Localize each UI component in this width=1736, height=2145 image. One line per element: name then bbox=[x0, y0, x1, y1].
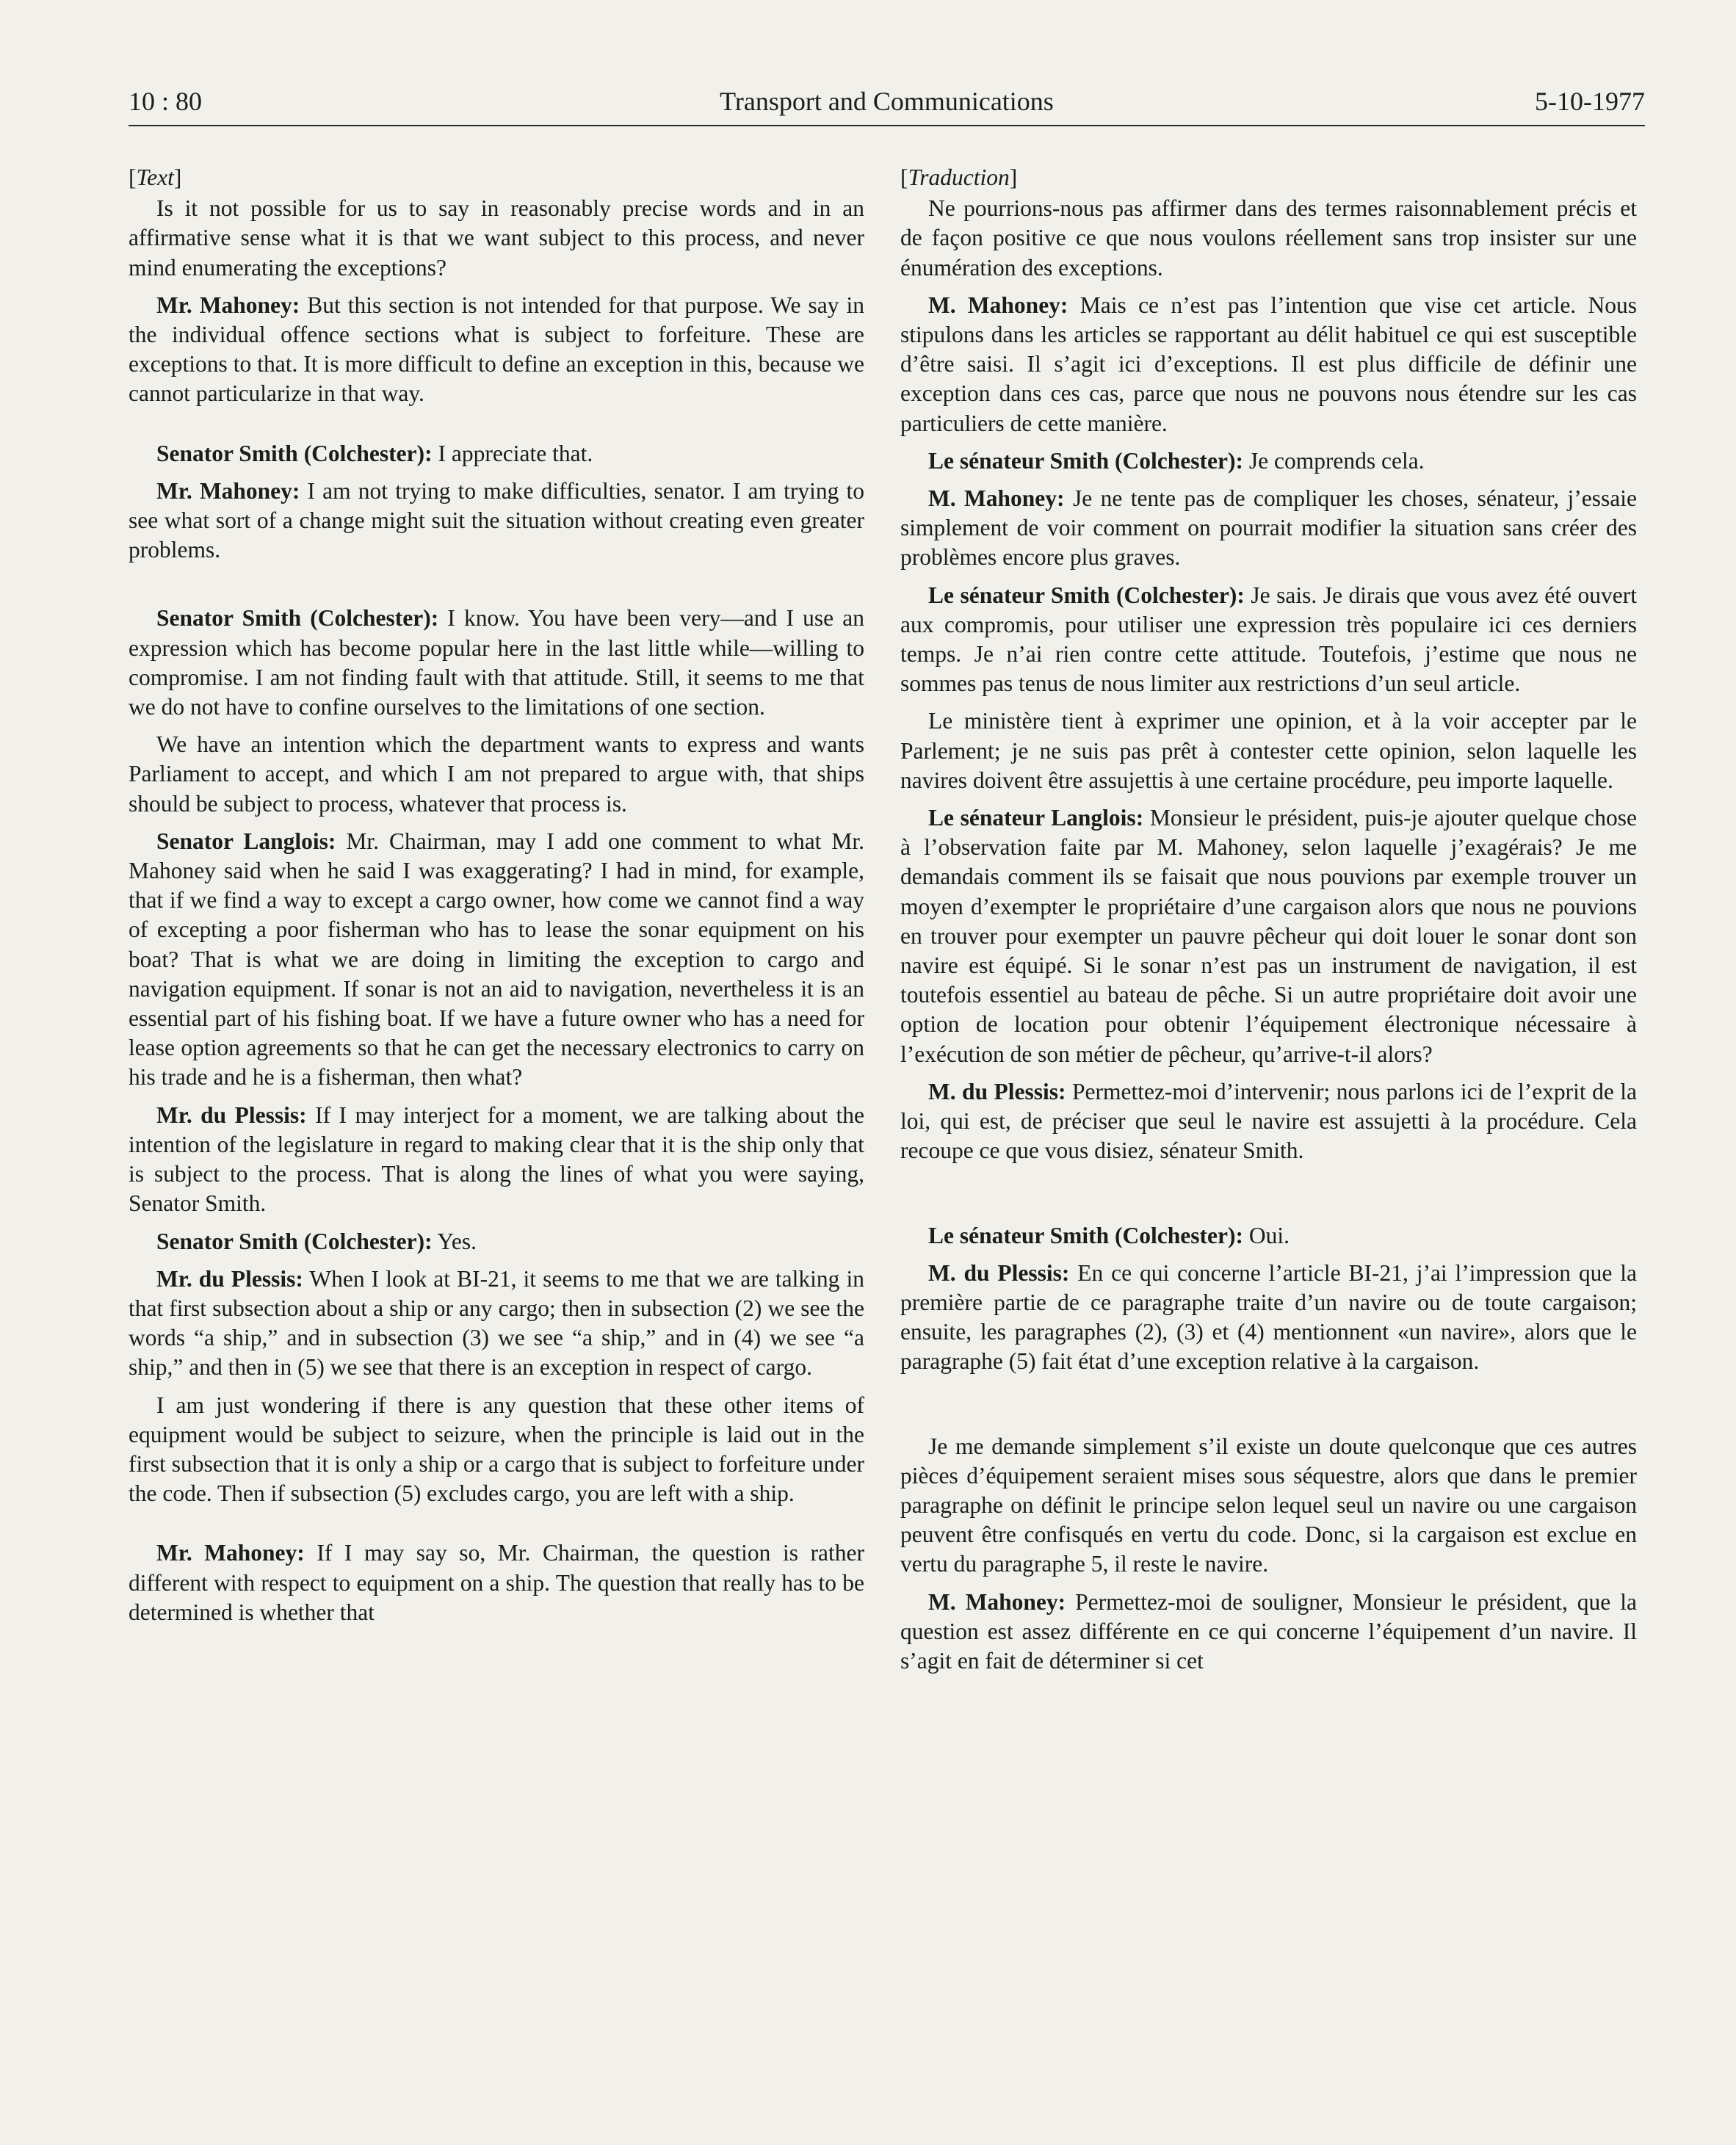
spacer bbox=[900, 1385, 1637, 1432]
paragraph: Senator Smith (Colchester): Yes. bbox=[156, 1228, 477, 1254]
paragraph: Is it not possible for us to say in reasonably precise words and in an affirmative sense what it is that we want subject to this process, and never mind enumerating the exceptions? bbox=[129, 195, 864, 281]
paragraph: M. du Plessis: Permettez-moi d’intervenir; nous parlons ici de l’exprit de la loi, qui est, de préciser que seul le navire est assujetti à la procédure. Cela recoupe ce que vous disiez, sénateur Smith. bbox=[900, 1078, 1638, 1164]
speaker-name: Le sénateur Smith (Colchester): bbox=[928, 1222, 1243, 1248]
paragraph: M. Mahoney: Mais ce n’est pas l’intention que vise cet article. Nous stipulons dans les articles se rapportant au délit habituel ce qui est susceptible d’être saisi. Il s’agit ici d’exceptions. Il est plus difficile de définir une exception dans ces cas, parce que nous ne pouvons nous étendre sur les cas particuliers de cette manière. bbox=[900, 292, 1638, 436]
header-rule bbox=[129, 125, 1645, 126]
paragraph: Mr. Mahoney: If I may say so, Mr. Chairman, the question is rather different with respect to equipment on a ship. The question that really has to be determined is whether that bbox=[129, 1540, 865, 1625]
speaker-name: Senator Smith (Colchester): bbox=[156, 1228, 433, 1254]
paragraph: M. Mahoney: Permettez-moi de souligner, Monsieur le président, que la question est assez différente en ce qui concerne l’équipement d’un navire. Il s’agit en fait de déterminer si cet bbox=[900, 1588, 1637, 1674]
paragraph: Le sénateur Smith (Colchester): Oui. bbox=[928, 1222, 1290, 1248]
paragraph: Le sénateur Langlois: Monsieur le président, puis-je ajouter quelque chose à l’observation faite par M. Mahoney, selon laquelle j’exagérais? Je me demandais comment ils se faisait que nous pouvions par exemple trouver un moyen d’exempter le propriétaire d’une cargaison alors que nous ne pouvions en trouver pour exempter un pauvre pêcheur qui doit louer le sonar dont son navire est équipé. Si le sonar n’est pas un instrument de navigation, il est toutefois essentiel au bateau de pêche. Si un autre propriétaire doit avoir une option de location pour obtenir l’équipement électronique nécessaire à l’exécution de son métier de pêcheur, qu’arrive-t-il alors? bbox=[900, 805, 1637, 1067]
speaker-name: M. du Plessis: bbox=[928, 1078, 1066, 1104]
paragraph: Senator Langlois: Mr. Chairman, may I add one comment to what Mr. Mahoney said when he said I was exaggerating? I had in mind, for example, that if we find a way to except a cargo owner, how come we cannot find a way of excepting a poor fisherman who has to lease the sonar equipment on his boat? That is what we are doing in limiting the exception to cargo and navigation equipment. If sonar is not an aid to navigation, nevertheless it is an essential part of his fishing boat. If we have a future owner who has a need for lease option agreements so that he can get the necessary electronics to carry on his trade and he is a fisherman, then what? bbox=[129, 828, 865, 1090]
paragraph: Mr. Mahoney: But this section is not intended for that purpose. We say in the individual offence sections what is subject to forfeiture. These are exceptions to that. It is more difficult to define an exception in this, because we cannot particularize in that way. bbox=[129, 292, 864, 407]
paragraph: Mr. du Plessis: If I may interject for a moment, we are talking about the intention of the legislature in regard to making clear that it is the ship only that is subject to the process. That is along the lines of what you were saying, Senator Smith. bbox=[129, 1102, 864, 1217]
spacer bbox=[129, 1516, 864, 1538]
speaker-name: Senator Smith (Colchester): bbox=[156, 440, 433, 466]
page-header bbox=[129, 87, 1645, 129]
speaker-name: Mr. Mahoney: bbox=[156, 477, 300, 504]
speaker-name: M. du Plessis: bbox=[928, 1259, 1070, 1286]
paragraph: Mr. Mahoney: I am not trying to make difficulties, senator. I am trying to see what sort of a change might suit the situation without creating even greater problems. bbox=[129, 477, 865, 563]
spacer bbox=[129, 417, 864, 439]
speaker-name: Le sénateur Smith (Colchester): bbox=[928, 582, 1245, 608]
running-title: Transport and Communications bbox=[720, 87, 1054, 116]
speaker-name: Mr. Mahoney: bbox=[156, 1540, 305, 1566]
paragraph: Mr. du Plessis: When I look at BI-21, it seems to me that we are talking in that first subsection about a ship or any cargo; then in subsection (2) we see the words “a ship,” and in subsection (3) we see “a ship,” and in (4) we see “a ship,” and then in (5) we see that there is an exception in respect of cargo. bbox=[129, 1265, 864, 1381]
spacer bbox=[129, 573, 864, 604]
speaker-name: M. Mahoney: bbox=[928, 485, 1065, 512]
traduction-label: [Traduction] bbox=[900, 164, 1018, 190]
paragraph: Le ministère tient à exprimer une opinion, et à la voir accepter par le Parlement; je ne suis pas prêt à contester cette opinion, selon laquelle les navires doivent être assujettis à une certaine procédure, peu importe laquelle. bbox=[900, 708, 1637, 793]
paragraph: We have an intention which the department wants to express and wants Parliament to accept, and which I am not prepared to argue with, that ships should be subject to process, whatever that process is. bbox=[129, 731, 864, 817]
speaker-name: Senator Langlois: bbox=[156, 828, 336, 854]
speaker-name: M. Mahoney: bbox=[928, 1588, 1066, 1615]
speaker-name: Le sénateur Langlois: bbox=[928, 805, 1144, 831]
paragraph: Senator Smith (Colchester): I appreciate that. bbox=[156, 440, 593, 466]
paragraph: Le sénateur Smith (Colchester): Je comprends cela. bbox=[928, 447, 1425, 474]
paragraph: Ne pourrions-nous pas affirmer dans des termes raisonnablement précis et de façon positive ce que nous voulons réellement sans trop insister sur une énumération des exceptions. bbox=[900, 195, 1637, 281]
page-date: 5-10-1977 bbox=[1535, 87, 1645, 116]
spacer bbox=[900, 1174, 1637, 1221]
paragraph: M. du Plessis: En ce qui concerne l’article BI-21, j’ai l’impression que la première partie de ce paragraphe traite d’un navire ou de toute cargaison; ensuite, les paragraphes (2), (3) et (4) mentionnent «un navire», alors que le paragraphe (5) fait état d’une exception relative à la cargaison. bbox=[900, 1259, 1638, 1375]
paragraph: Le sénateur Smith (Colchester): Je sais. Je dirais que vous avez été ouvert aux compromis, pour utiliser une expression très populaire ici ces derniers temps. Je n’ai rien contre cette attitude. Toutefois, j’estime que nous ne sommes pas tenus de nous limiter aux restrictions d’un seul article. bbox=[900, 582, 1637, 697]
page-number: 10 : 80 bbox=[129, 87, 203, 116]
text-label: [Text] bbox=[129, 164, 182, 190]
speaker-name: Le sénateur Smith (Colchester): bbox=[928, 447, 1243, 474]
speaker-name: Mr. du Plessis: bbox=[156, 1102, 307, 1128]
paragraph: I am just wondering if there is any question that these other items of equipment would be subject to seizure, when the principle is laid out in the first subsection that it is only a ship or a cargo that is subject to forfeiture under the code. Then if subsection (5) excludes cargo, you are left with a ship. bbox=[129, 1392, 864, 1507]
english-column bbox=[129, 163, 864, 1635]
speaker-name: Mr. Mahoney: bbox=[156, 292, 300, 318]
speaker-name: Mr. du Plessis: bbox=[156, 1265, 303, 1292]
paragraph: Je me demande simplement s’il existe un doute quelconque que ces autres pièces d’équipement seraient mises sous séquestre, alors que dans le premier paragraphe on définit le principe selon lequel seul un navire ou une cargaison peuvent être confisqués en vertu du code. Donc, si la cargaison est exclue en vertu du paragraphe 5, il reste le navire. bbox=[900, 1433, 1637, 1577]
french-column bbox=[900, 163, 1637, 1684]
speaker-name: M. Mahoney: bbox=[928, 292, 1068, 318]
speaker-name: Senator Smith (Colchester): bbox=[156, 605, 439, 632]
paragraph: M. Mahoney: Je ne tente pas de compliquer les choses, sénateur, j’essaie simplement de voir comment on pourrait modifier la situation sans créer des problèmes encore plus graves. bbox=[900, 485, 1638, 571]
paragraph: Senator Smith (Colchester): I know. You have been very—and I use an expression which has become popular here in the last little while—willing to compromise. I am not finding fault with that attitude. Still, it seems to me that we do not have to confine ourselves to the limitations of one section. bbox=[129, 605, 864, 720]
